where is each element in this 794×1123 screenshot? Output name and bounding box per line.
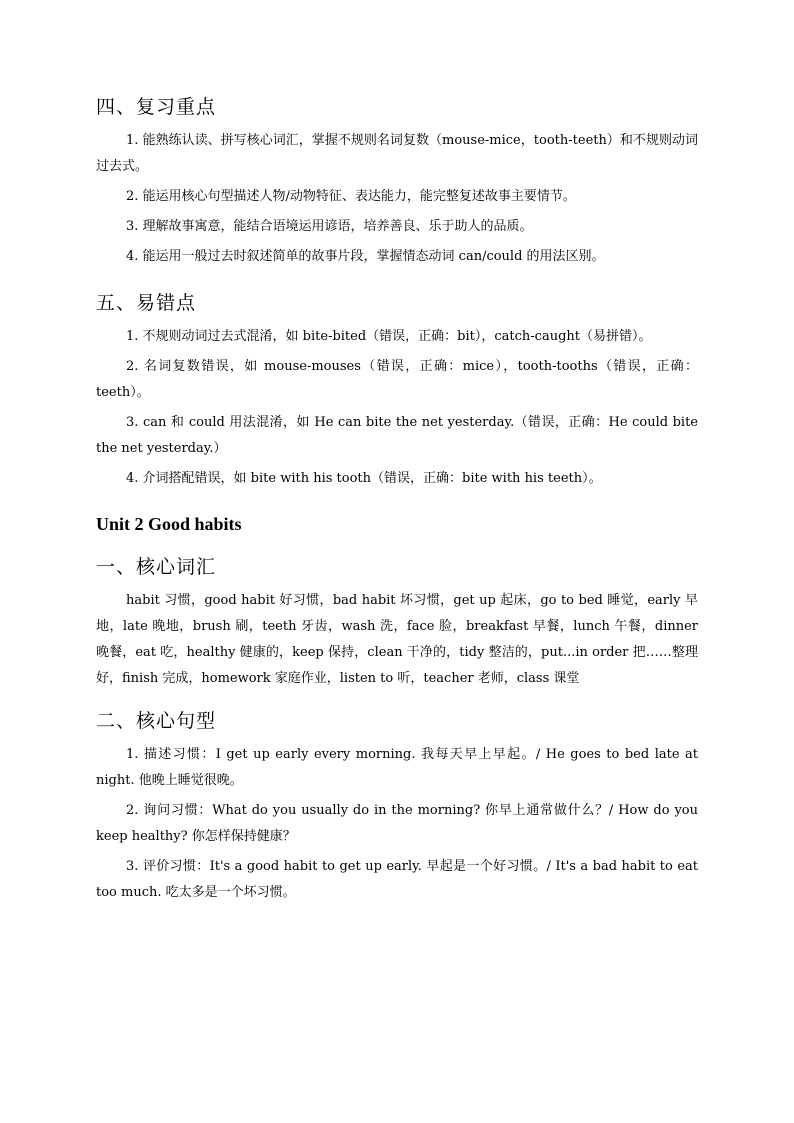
- review-point-item: 4. 能运用一般过去时叙述简单的故事片段，掌握情态动词 can/could 的用法区别。: [126, 249, 605, 264]
- unit-title: Unit 2 Good habits: [96, 514, 242, 534]
- document-page: [96, 92, 698, 910]
- review-point-item: 3. 理解故事寓意，能结合语境运用谚语，培养善良、乐于助人的品质。: [126, 219, 533, 234]
- common-error-item: 2. 名词复数错误，如 mouse-mouses（错误，正确：mice），tooth-tooths（错误，正确：teeth）。: [96, 359, 698, 400]
- vocabulary-paragraph: habit 习惯，good habit 好习惯，bad habit 坏习惯，get up 起床，go to bed 睡觉，early 早地，late 晚地，brush 刷，teeth 牙齿，wash 洗，face 脸，breakfast 早餐，lunch 午餐，dinner 晚餐，eat 吃，healthy 健康的，keep 保持，clean 干净的，tidy 整洁的，put...in order 把……整理好，finish 完成，homework 家庭作业，listen to 听，teacher 老师，class 课堂: [96, 593, 698, 686]
- common-error-item: 3. can 和 could 用法混淆，如 He can bite the net yesterday.（错误，正确：He could bite the net yesterday.）: [96, 415, 698, 456]
- review-point-item: 1. 能熟练认读、拼写核心词汇，掌握不规则名词复数（mouse-mice，tooth-teeth）和不规则动词过去式。: [96, 133, 698, 174]
- sentence-item: 1. 描述习惯：I get up early every morning. 我每天早上早起。/ He goes to bed late at night. 他晚上睡觉很晚。: [96, 747, 698, 788]
- sentence-item: 3. 评价习惯：It's a good habit to get up early. 早起是一个好习惯。/ It's a bad habit to eat too much. 吃太多是一个坏习惯。: [96, 859, 698, 900]
- common-error-item: 4. 介词搭配错误，如 bite with his tooth（错误，正确：bite with his teeth）。: [126, 471, 602, 486]
- section-heading-core-sentences: 二、核心句型: [96, 710, 217, 732]
- common-error-item: 1. 不规则动词过去式混淆，如 bite-bited（错误，正确：bit），catch-caught（易拼错）。: [126, 329, 652, 344]
- common-errors-list: [96, 324, 698, 492]
- section-heading-common-errors: 五、易错点: [96, 292, 197, 314]
- sentence-item: 2. 询问习惯：What do you usually do in the morning? 你早上通常做什么？/ How do you keep healthy? 你怎样保持健康？: [96, 803, 698, 844]
- section-heading-core-vocabulary: 一、核心词汇: [96, 556, 217, 578]
- section-heading-review-points: 四、复习重点: [96, 96, 217, 118]
- review-points-list: [96, 128, 698, 270]
- review-point-item: 2. 能运用核心句型描述人物/动物特征、表达能力，能完整复述故事主要情节。: [126, 189, 576, 204]
- core-sentences-list: [96, 742, 698, 906]
